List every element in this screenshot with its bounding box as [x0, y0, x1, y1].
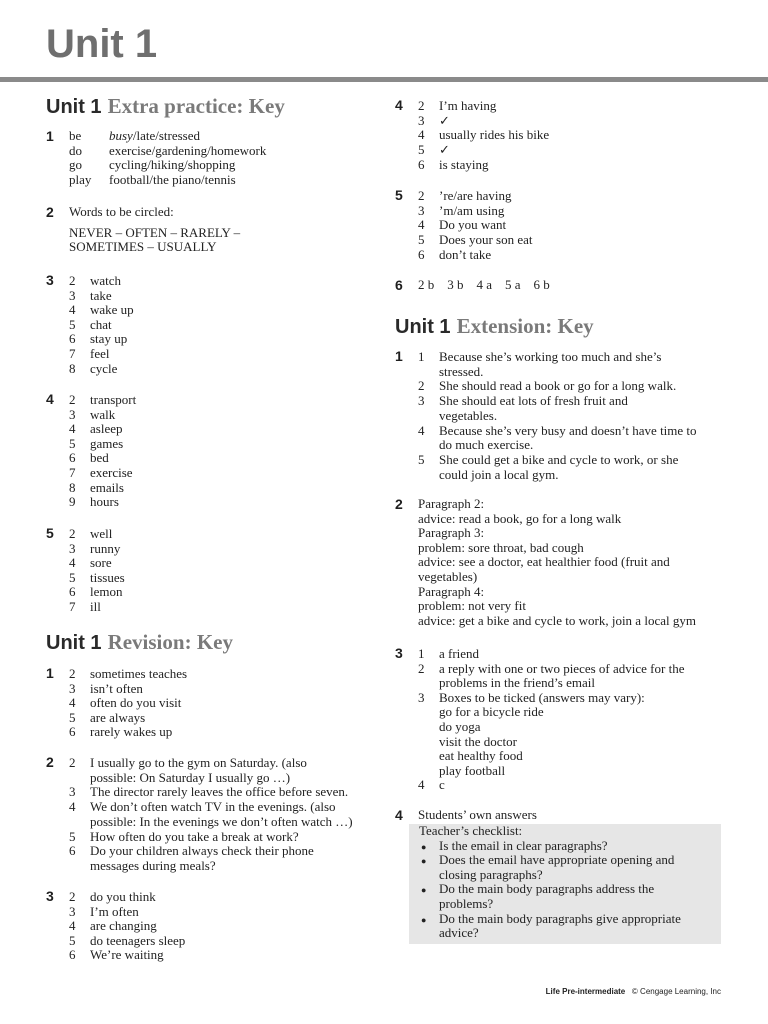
question-number: 3	[46, 888, 54, 904]
item-number: 4	[69, 799, 76, 815]
answer-text: Because she’s very busy and doesn’t have time to	[439, 422, 697, 438]
answer-text: Because she’s working too much and she’s	[439, 349, 662, 364]
answer-text: a reply with one or two pieces of advice for the	[439, 660, 685, 676]
item-number: 3	[418, 393, 425, 409]
item-number: 8	[69, 360, 76, 376]
collocations: cycling/hiking/shopping	[109, 157, 236, 173]
item-number: 5	[418, 232, 425, 248]
question-number: 2	[46, 204, 54, 220]
answer-text: could join a local gym.	[439, 466, 559, 482]
answer-text: do yoga	[439, 719, 481, 734]
answer-text: well	[90, 526, 113, 541]
answer-text: exercise	[90, 465, 133, 480]
checklist-item: problems?	[439, 896, 494, 911]
verb: play	[69, 171, 92, 187]
answer-text: watch	[90, 273, 122, 288]
answer-text: sometimes teaches	[90, 666, 188, 681]
collocations: busy/late/stressed	[109, 128, 200, 143]
answer-text: is staying	[439, 156, 489, 172]
answer-text: She should read a book or go for a long walk.	[439, 378, 677, 394]
answer-line: problem: sore throat, bad cough	[418, 539, 584, 555]
item-number: 6	[69, 331, 76, 347]
heading-key: Extension: Key	[456, 314, 594, 338]
answer-text: games	[90, 435, 124, 451]
revision-heading	[46, 629, 233, 656]
item-number: 5	[418, 142, 425, 158]
teacher-checklist-box	[409, 824, 721, 944]
checklist-title: Teacher’s checklist:	[419, 823, 523, 838]
heading-unit: Unit 1	[46, 96, 102, 118]
footer-book: Life Pre-intermediate	[545, 987, 626, 996]
item-number: 4	[69, 695, 76, 711]
footer	[546, 987, 721, 996]
answer-text: stressed.	[439, 363, 484, 379]
answer-text: I’m often	[90, 903, 139, 919]
answer-line: advice: get a bike and cycle to work, join a local gym	[418, 612, 696, 628]
answer-text: go for a bicycle ride	[439, 704, 544, 720]
checklist-item: Is the email in clear paragraphs?	[439, 837, 608, 853]
answer-text: ’re/are having	[439, 188, 512, 203]
answer-text: don’t take	[439, 246, 492, 262]
item-number: 6	[69, 584, 76, 600]
item-number: 6	[69, 947, 76, 963]
verb: go	[69, 157, 82, 173]
heading-key: Extra practice: Key	[107, 94, 285, 118]
answer-text: stay up	[90, 331, 128, 347]
item-number: 3	[69, 406, 76, 422]
heading-unit: Unit 1	[46, 632, 102, 654]
item-number: 4	[69, 918, 76, 934]
question-number: 1	[395, 348, 403, 364]
answer-text: sore	[90, 555, 112, 571]
answer-text: chat	[90, 316, 112, 332]
item-number: 9	[69, 494, 76, 510]
item-number: 2	[69, 666, 76, 681]
answer-text: cycle	[90, 360, 118, 376]
item-number: 3	[69, 903, 76, 919]
item-number: 5	[418, 451, 425, 467]
item-number: 2	[418, 378, 425, 394]
question-number: 4	[395, 97, 403, 113]
answer-line: 2 b 3 b 4 a 5 a 6 b	[418, 277, 550, 292]
answer-text: Boxes to be ticked (answers may vary):	[439, 689, 645, 705]
answer-text: possible: On Saturday I usually go …)	[90, 769, 291, 785]
answer-text: walk	[90, 406, 116, 422]
item-number: 3	[418, 202, 425, 218]
verb: be	[69, 128, 82, 143]
item-number: 1	[418, 349, 425, 364]
answer-text: do you think	[90, 889, 156, 904]
answer-text: vegetables.	[439, 407, 498, 423]
item-number: 4	[418, 777, 425, 793]
item-number: 5	[69, 709, 76, 725]
item-number: 4	[418, 217, 425, 233]
footer-copyright: © Cengage Learning, Inc	[631, 987, 721, 996]
collocations: exercise/gardening/homework	[109, 142, 267, 158]
question-number: 5	[46, 525, 54, 541]
answer-text: usually rides his bike	[439, 127, 550, 143]
answer-text: often do you visit	[90, 695, 182, 711]
answer-text: ill	[90, 599, 101, 614]
answer-text: wake up	[90, 302, 134, 318]
item-number: 6	[69, 843, 76, 859]
answer-line: Paragraph 2:	[418, 496, 485, 511]
question-number: 4	[395, 807, 403, 823]
answer-text: How often do you take a break at work?	[90, 828, 299, 844]
bullet-icon: ●	[421, 841, 427, 852]
answer-text: Do your children always check their phone	[90, 843, 314, 859]
answer-text: She could get a bike and cycle to work, or she	[439, 451, 679, 467]
answer-text: do much exercise.	[439, 437, 534, 453]
item-number: 5	[69, 932, 76, 948]
answer-text: a friend	[439, 646, 480, 661]
item-number: 4	[69, 555, 76, 571]
extension-heading	[395, 313, 594, 340]
answer-line: vegetables)	[418, 569, 478, 584]
item-number: 2	[69, 273, 76, 288]
item-number: 7	[69, 346, 76, 361]
page-title: Unit 1	[46, 22, 158, 66]
collocations: football/the piano/tennis	[109, 171, 236, 187]
item-number: 2	[69, 526, 76, 541]
answer-text: hours	[90, 494, 119, 510]
answer-text: play football	[439, 762, 506, 778]
answer-text: are changing	[90, 918, 157, 934]
answer-text: We don’t often watch TV in the evenings. (also	[90, 799, 336, 815]
bullet-icon: ●	[421, 914, 427, 925]
item-number: 5	[69, 435, 76, 451]
checklist-item: Do the main body paragraphs address the	[439, 881, 655, 897]
item-number: 3	[69, 784, 76, 800]
answer-text: We’re waiting	[90, 947, 164, 963]
item-number: 1	[418, 646, 425, 661]
extra-practice-heading	[46, 93, 285, 120]
question-number: 5	[395, 187, 403, 203]
answer-line: Paragraph 3:	[418, 525, 485, 541]
item-number: 5	[69, 828, 76, 844]
answer-text: visit the doctor	[439, 733, 517, 749]
answer-text: Does your son eat	[439, 232, 533, 248]
answer-line: Paragraph 4:	[418, 583, 485, 599]
item-number: 3	[418, 112, 425, 128]
item-number: 3	[418, 689, 425, 705]
header-rule	[0, 77, 768, 82]
answer-text: The director rarely leaves the office before seven.	[90, 784, 349, 800]
item-number: 5	[69, 316, 76, 332]
answer-text: eat healthy food	[439, 748, 523, 764]
item-number: 2	[69, 755, 76, 770]
answer-text: lemon	[90, 584, 123, 600]
answer-line: NEVER – OFTEN – RARELY –	[69, 225, 241, 240]
item-number: 7	[69, 599, 76, 614]
question-number: 2	[46, 754, 54, 770]
answer-text: ✓	[439, 112, 450, 128]
item-number: 3	[69, 680, 76, 696]
answer-text: possible: In the evenings we don’t often watch …)	[90, 813, 353, 829]
item-number: 6	[69, 724, 76, 740]
answer-text: feel	[90, 346, 110, 361]
answer-text: emails	[90, 479, 124, 495]
checklist-item: closing paragraphs?	[439, 866, 543, 882]
answer-text: rarely wakes up	[90, 724, 173, 740]
answer-text: do teenagers sleep	[90, 932, 186, 948]
item-number: 2	[69, 889, 76, 904]
item-number: 6	[418, 156, 425, 172]
answer-line: problem: not very fit	[418, 598, 526, 614]
question-number: 4	[46, 391, 54, 407]
checklist-item: advice?	[439, 925, 479, 941]
answer-text: transport	[90, 392, 137, 407]
answer-text: bed	[90, 450, 109, 466]
answer-text: c	[439, 777, 445, 793]
answer-text: I usually go to the gym on Saturday. (also	[90, 755, 307, 770]
checklist-item: Does the email have appropriate opening and	[439, 852, 675, 868]
bullet-icon: ●	[421, 885, 427, 896]
answer-text: Do you want	[439, 217, 507, 233]
item-number: 7	[69, 465, 76, 480]
item-number: 2	[418, 98, 425, 113]
answer-text: runny	[90, 540, 121, 556]
item-number: 6	[69, 450, 76, 466]
answer-line: Students’ own answers	[418, 807, 537, 822]
answer-text: I’m having	[439, 98, 497, 113]
answer-text: tissues	[90, 569, 125, 585]
answer-text: messages during meals?	[90, 857, 216, 873]
question-number: 1	[46, 128, 54, 144]
item-number: 2	[418, 188, 425, 203]
checklist-item: Do the main body paragraphs give appropriate	[439, 910, 681, 926]
item-number: 4	[418, 127, 425, 143]
answer-line: advice: read a book, go for a long walk	[418, 510, 622, 526]
answer-text: are always	[90, 709, 146, 725]
question-number: 2	[395, 496, 403, 512]
answer-line: advice: see a doctor, eat healthier food (fruit and	[418, 554, 670, 570]
question-number: 3	[46, 272, 54, 288]
answer-text: take	[90, 287, 112, 303]
answer-text: isn’t often	[90, 680, 143, 696]
answer-text: ✓	[439, 142, 450, 158]
question-number: 6	[395, 277, 403, 293]
item-number: 3	[69, 287, 76, 303]
bullet-icon: ●	[421, 856, 427, 867]
heading-key: Revision: Key	[107, 630, 233, 654]
question-number: 3	[395, 645, 403, 661]
item-number: 4	[69, 421, 76, 437]
answer-text: ’m/am using	[439, 202, 505, 218]
item-number: 2	[69, 392, 76, 407]
item-number: 6	[418, 246, 425, 262]
item-number: 4	[69, 302, 76, 318]
answer-text: asleep	[90, 421, 123, 437]
question-number: 1	[46, 665, 54, 681]
heading-unit: Unit 1	[395, 316, 451, 338]
answer-text: problems in the friend’s email	[439, 675, 595, 691]
item-number: 4	[418, 422, 425, 438]
question-intro: Words to be circled:	[69, 204, 174, 219]
item-number: 3	[69, 540, 76, 556]
answer-line: SOMETIMES – USUALLY	[69, 239, 217, 254]
verb: do	[69, 142, 82, 158]
item-number: 8	[69, 479, 76, 495]
item-number: 5	[69, 569, 76, 585]
answer-text: She should eat lots of fresh fruit and	[439, 393, 628, 409]
item-number: 2	[418, 660, 425, 676]
